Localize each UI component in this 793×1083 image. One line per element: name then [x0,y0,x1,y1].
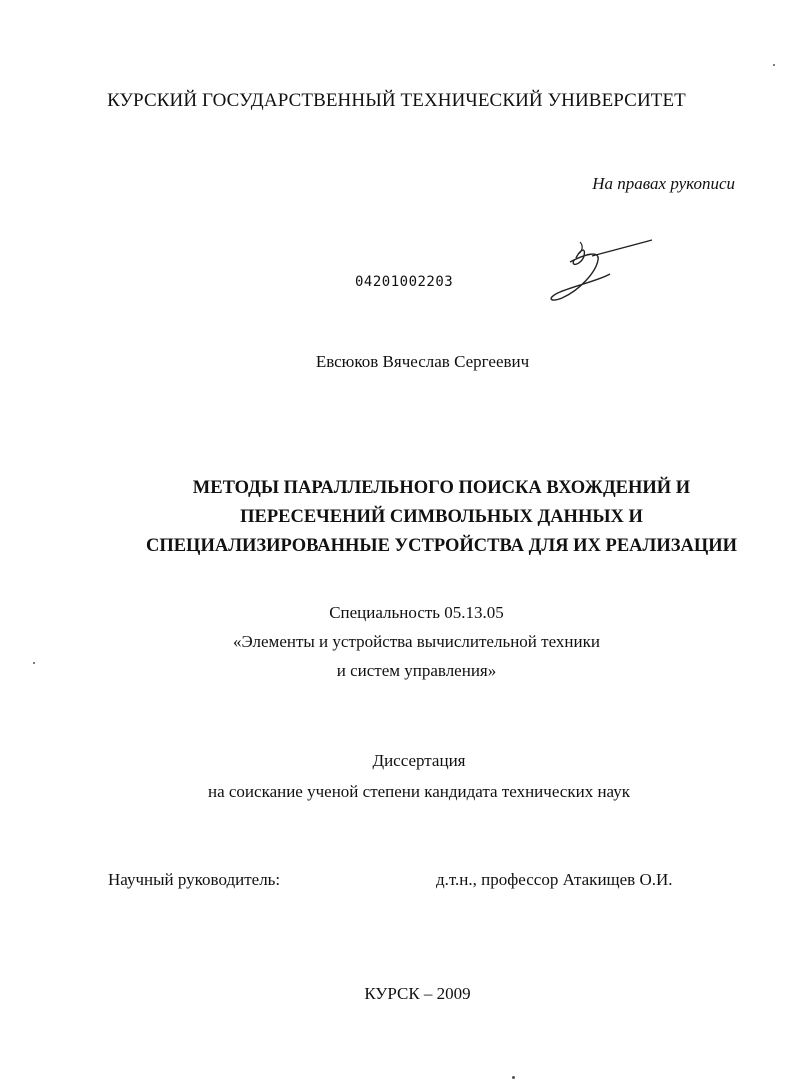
scan-speck [773,64,775,66]
handwritten-signature [540,236,660,306]
scan-speck [33,662,35,664]
degree-block [0,745,793,807]
title-line: ПЕРЕСЕЧЕНИЙ СИМВОЛЬНЫХ ДАННЫХ И [240,507,643,527]
city-year: КУРСК – 2009 [364,984,471,1003]
title-line: МЕТОДЫ ПАРАЛЛЕЛЬНОГО ПОИСКА ВХОЖДЕНИЙ И [192,478,691,498]
specialty-code: Специальность 05.13.05 [329,603,504,622]
advisor-name: д.т.н., профессор Атакищев О.И. [436,870,673,889]
specialty-block [0,598,793,685]
author-name: Евсюков Вячеслав Сергеевич [315,352,530,371]
title-line: СПЕЦИАЛИЗИРОВАННЫЕ УСТРОЙСТВА ДЛЯ ИХ РЕАЛИЗАЦИИ [145,536,738,556]
university-name: КУРСКИЙ ГОСУДАРСТВЕННЫЙ ТЕХНИЧЕСКИЙ УНИВЕРСИТЕТ [107,90,686,111]
manuscript-rights-note: На правах рукописи [592,174,735,193]
degree-description: на соискание ученой степени кандидата технических наук [207,782,630,801]
scan-speck [512,1076,515,1079]
dissertation-title [0,474,793,561]
advisor-label: Научный руководитель: [108,870,281,889]
catalog-number: 04201002203 [355,274,454,290]
specialty-name-line: и систем управления» [336,661,497,680]
document-type: Диссертация [372,751,466,770]
specialty-name-line: «Элементы и устройства вычислительной техники [233,632,600,651]
